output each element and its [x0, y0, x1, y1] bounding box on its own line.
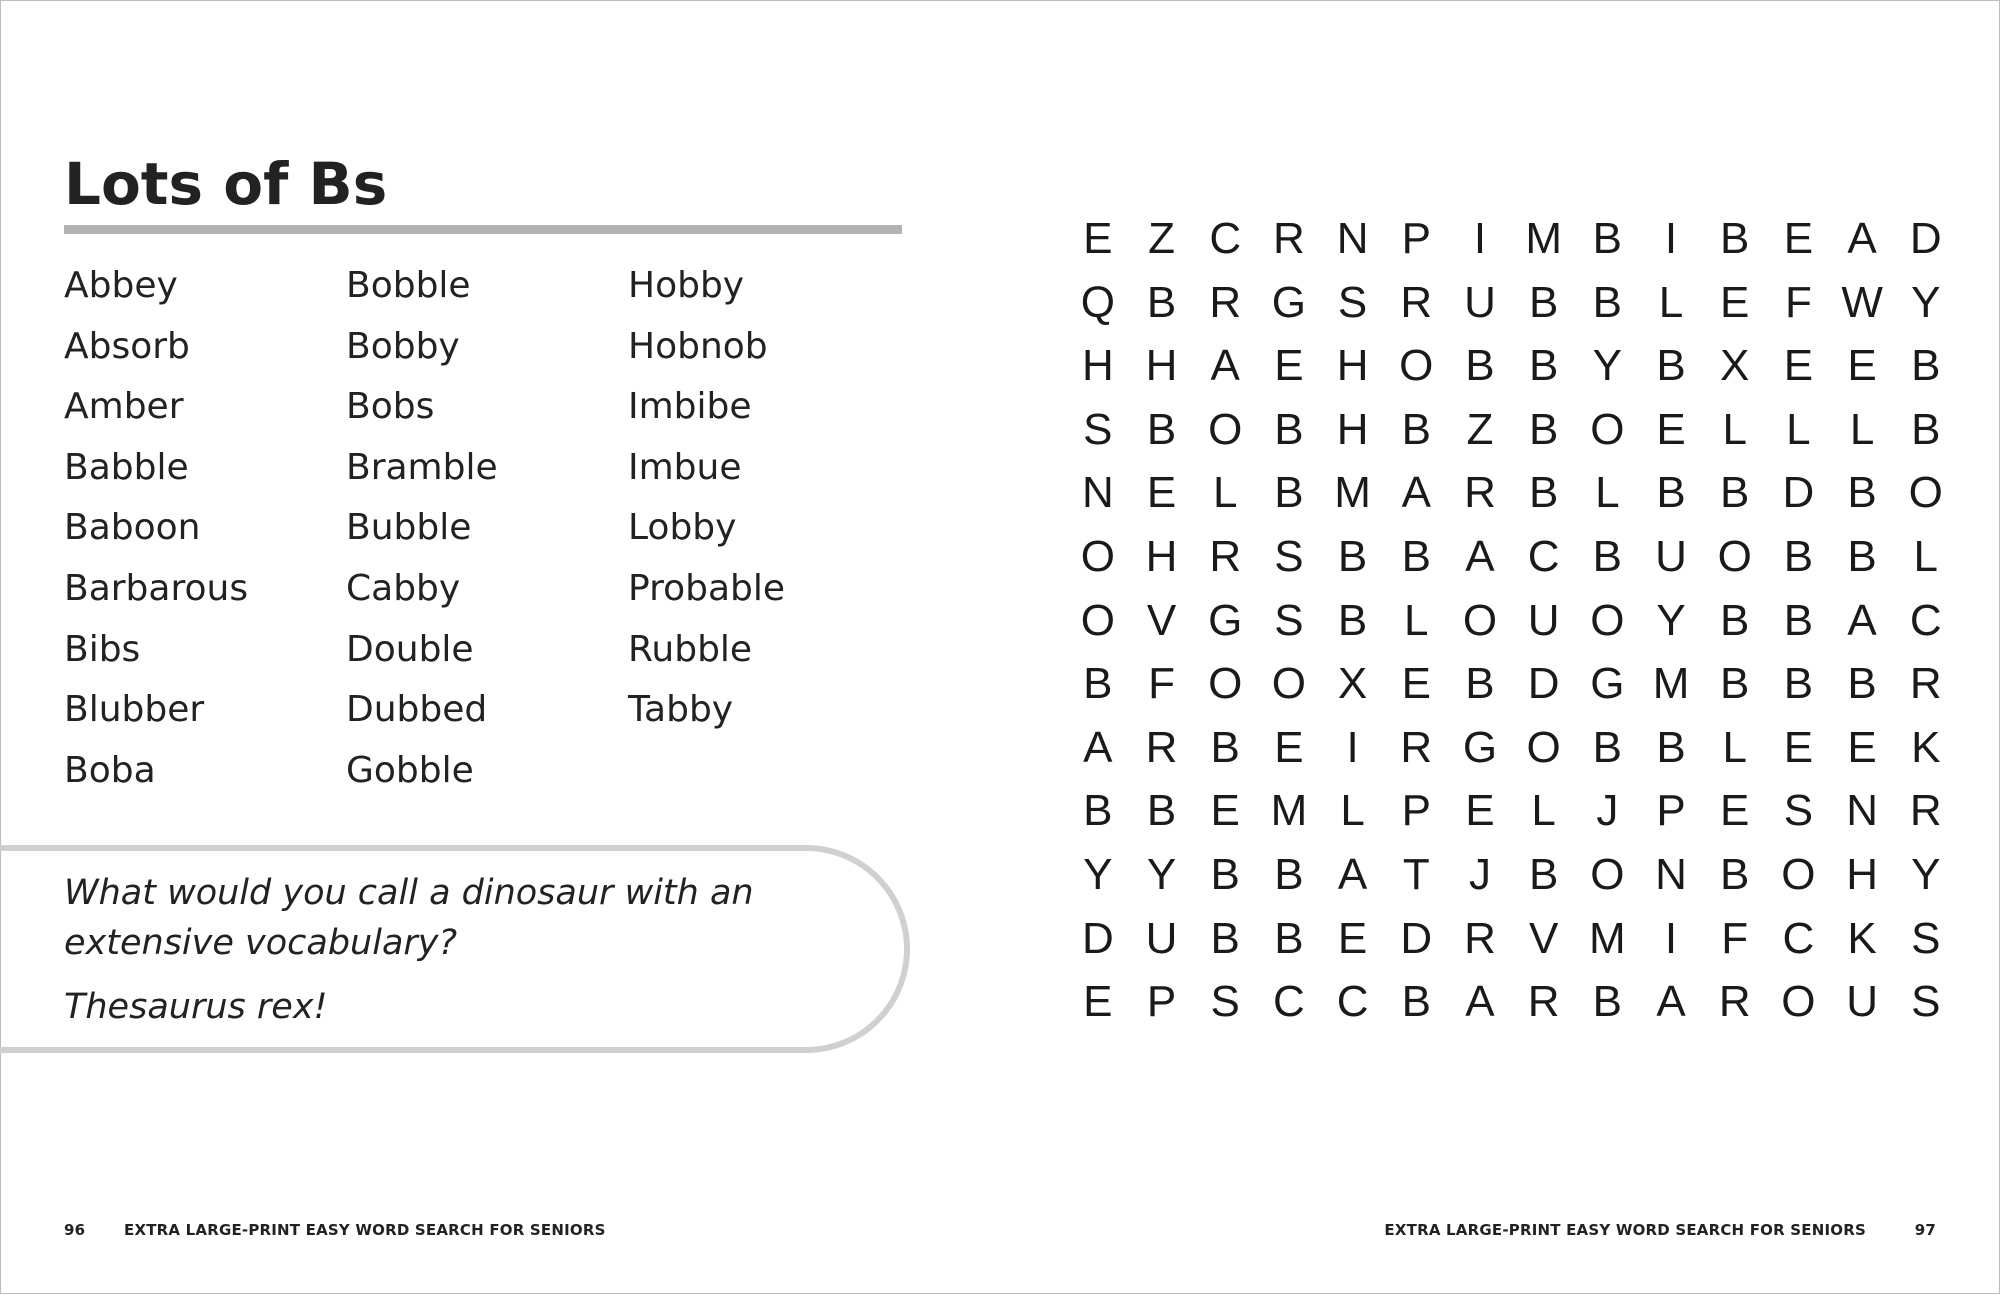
grid-letter[interactable]: R [1145, 722, 1178, 772]
grid-letter[interactable]: B [1720, 849, 1750, 899]
word-list-item: Bibs [64, 628, 141, 670]
grid-letter[interactable]: O [1717, 531, 1752, 581]
word-list-item: Gobble [346, 749, 474, 791]
grid-letter[interactable]: R [1718, 977, 1751, 1027]
grid-letter[interactable]: P [1656, 786, 1686, 836]
grid-letter[interactable]: N [1655, 849, 1687, 899]
grid-letter[interactable]: O [1590, 404, 1625, 454]
grid-letter[interactable]: B [1337, 531, 1368, 581]
grid-letter[interactable]: N [1846, 786, 1878, 836]
grid-letter[interactable]: E [1783, 722, 1814, 772]
grid-letter[interactable]: W [1841, 277, 1883, 327]
grid-letter[interactable]: O [1080, 531, 1115, 581]
word-list-item: Tabby [628, 689, 734, 731]
left-page-number: 96 [64, 1221, 86, 1239]
grid-letter[interactable]: K [1847, 913, 1877, 963]
grid-letter[interactable]: N [1081, 468, 1114, 518]
grid-letter[interactable]: B [1847, 659, 1877, 709]
grid-letter[interactable]: H [1846, 849, 1878, 899]
grid-letter[interactable]: R [1273, 214, 1305, 263]
grid-letter[interactable]: E [1847, 341, 1877, 391]
grid-letter[interactable]: D [1527, 659, 1560, 709]
grid-letter[interactable]: A [1465, 531, 1495, 581]
grid-letter[interactable]: B [1146, 404, 1177, 454]
grid-letter[interactable]: D [1081, 913, 1114, 963]
grid-letter[interactable]: O [1908, 468, 1943, 518]
grid-letter[interactable]: A [1847, 595, 1877, 645]
word-list-item: Dubbed [346, 689, 488, 731]
grid-letter[interactable]: R [1909, 659, 1942, 709]
grid-letter[interactable]: I [1346, 722, 1359, 772]
word-list-item: Probable [628, 567, 786, 609]
grid-letter[interactable]: C [1909, 595, 1942, 645]
grid-letter[interactable]: B [1847, 468, 1877, 518]
grid-letter[interactable]: G [1208, 595, 1243, 645]
word-column [64, 258, 346, 803]
grid-letter[interactable]: N [1336, 214, 1369, 263]
grid-letter[interactable]: S [1783, 786, 1814, 836]
grid-letter[interactable]: C [1209, 214, 1242, 263]
grid-letter[interactable]: A [1337, 849, 1368, 899]
grid-letter[interactable]: O [1590, 595, 1625, 645]
grid-letter[interactable]: H [1081, 341, 1114, 391]
word-list-item: Imbibe [628, 386, 752, 428]
word-list-item: Bobby [346, 325, 460, 367]
grid-row [1066, 848, 1958, 912]
grid-letter[interactable]: B [1401, 531, 1431, 581]
grid-letter[interactable]: E [1783, 341, 1814, 391]
grid-letter[interactable]: O [1781, 849, 1816, 899]
grid-letter[interactable]: B [1592, 531, 1623, 581]
grid-letter[interactable]: B [1911, 341, 1941, 391]
grid-letter[interactable]: L [1913, 531, 1939, 581]
grid-letter[interactable]: B [1274, 468, 1304, 518]
grid-letter[interactable]: O [1462, 595, 1498, 645]
grid-letter[interactable]: B [1720, 595, 1750, 645]
word-list-item: Cabby [346, 567, 461, 609]
grid-letter[interactable]: A [1465, 977, 1495, 1027]
grid-letter[interactable]: F [1784, 277, 1812, 327]
grid-letter[interactable]: D [1782, 468, 1815, 518]
grid-letter[interactable]: B [1146, 277, 1177, 327]
grid-letter[interactable]: O [1208, 404, 1243, 454]
word-list-item: Double [346, 628, 474, 670]
grid-letter[interactable]: H [1145, 531, 1178, 581]
grid-letter[interactable]: M [1334, 468, 1371, 518]
grid-row [1066, 721, 1958, 785]
puzzle-title: Lots of Bs [64, 150, 388, 218]
grid-letter[interactable]: E [1146, 468, 1177, 518]
grid-letter[interactable]: Y [1146, 849, 1177, 899]
grid-letter[interactable]: U [1527, 595, 1560, 645]
grid-letter[interactable]: B [1337, 595, 1368, 645]
grid-row [1066, 912, 1958, 976]
grid-letter[interactable]: S [1274, 531, 1304, 581]
grid-letter[interactable]: B [1592, 277, 1623, 327]
grid-letter[interactable]: B [1720, 468, 1750, 518]
grid-letter[interactable]: M [1652, 659, 1690, 709]
word-list-item: Bobs [346, 386, 435, 428]
word-list-item: Baboon [64, 507, 201, 549]
grid-letter[interactable]: Z [1466, 404, 1494, 454]
grid-letter[interactable]: U [1145, 913, 1178, 963]
grid-letter[interactable]: R [1464, 468, 1496, 518]
grid-row [1066, 784, 1958, 848]
grid-letter[interactable]: S [1083, 404, 1113, 454]
joke-question: What would you call a dinosaur with an extensive vocabulary? [64, 873, 754, 963]
grid-letter[interactable]: E [1337, 913, 1368, 963]
grid-letter[interactable]: M [1270, 786, 1308, 836]
grid-letter[interactable]: B [1210, 849, 1240, 899]
grid-letter[interactable]: S [1337, 277, 1368, 327]
grid-letter[interactable]: B [1083, 659, 1113, 709]
grid-letter[interactable]: U [1846, 977, 1878, 1027]
letter-grid [1066, 212, 1958, 1039]
grid-letter[interactable]: O [1590, 849, 1625, 899]
word-list-item: Barbarous [64, 567, 249, 609]
grid-letter[interactable]: E [1465, 786, 1495, 836]
grid-letter[interactable]: X [1337, 659, 1368, 709]
grid-letter[interactable]: B [1783, 595, 1814, 645]
grid-letter[interactable]: B [1274, 913, 1304, 963]
grid-letter[interactable]: L [1531, 786, 1556, 836]
grid-letter[interactable]: R [1209, 531, 1242, 581]
grid-letter[interactable]: E [1210, 786, 1240, 836]
grid-letter[interactable]: R [1400, 277, 1433, 327]
word-list-item: Boba [64, 749, 156, 791]
grid-letter[interactable]: X [1720, 341, 1750, 391]
grid-letter[interactable]: C [1273, 977, 1305, 1027]
grid-letter[interactable]: B [1528, 468, 1559, 518]
grid-letter[interactable]: B [1592, 977, 1623, 1027]
grid-letter[interactable]: B [1465, 659, 1495, 709]
grid-letter[interactable]: E [1720, 786, 1750, 836]
grid-letter[interactable]: C [1527, 531, 1560, 581]
grid-letter[interactable]: C [1782, 913, 1815, 963]
grid-row [1066, 403, 1958, 467]
word-list-item: Absorb [64, 325, 190, 367]
grid-letter[interactable]: F [1148, 659, 1175, 709]
grid-letter[interactable]: B [1401, 404, 1431, 454]
grid-letter[interactable]: B [1592, 722, 1623, 772]
grid-letter[interactable]: E [1783, 214, 1814, 263]
grid-letter[interactable]: I [1664, 214, 1678, 263]
grid-letter[interactable]: E [1274, 341, 1304, 391]
grid-letter[interactable]: C [1336, 977, 1369, 1027]
grid-letter[interactable]: A [1210, 341, 1240, 391]
grid-letter[interactable]: B [1847, 531, 1877, 581]
grid-letter[interactable]: H [1145, 341, 1178, 391]
grid-letter[interactable]: S [1274, 595, 1304, 645]
grid-letter[interactable]: G [1462, 722, 1498, 772]
grid-letter[interactable]: L [1786, 404, 1811, 454]
left-footer-title: EXTRA LARGE-PRINT EASY WORD SEARCH FOR SENIORS [124, 1221, 606, 1239]
word-column [346, 258, 628, 803]
grid-letter[interactable]: L [1340, 786, 1365, 836]
grid-letter[interactable]: P [1401, 786, 1431, 836]
grid-letter[interactable]: V [1146, 595, 1177, 645]
grid-letter[interactable]: S [1911, 977, 1941, 1027]
grid-letter[interactable]: O [1526, 722, 1561, 772]
grid-letter[interactable]: M [1525, 214, 1562, 263]
word-list-item: Imbue [628, 446, 742, 488]
word-list-item: Bramble [346, 446, 498, 488]
grid-row [1066, 657, 1958, 721]
grid-letter[interactable]: A [1083, 722, 1113, 772]
grid-letter[interactable]: E [1401, 659, 1431, 709]
word-list-item: Bobble [346, 265, 471, 306]
grid-letter[interactable]: D [1400, 913, 1433, 963]
grid-letter[interactable]: L [1404, 595, 1429, 645]
grid-letter[interactable]: L [1658, 277, 1684, 327]
grid-letter[interactable]: F [1721, 913, 1749, 963]
grid-row [1066, 466, 1958, 530]
grid-letter[interactable]: L [1212, 468, 1238, 518]
grid-letter[interactable]: M [1589, 913, 1626, 963]
grid-letter[interactable]: J [1468, 849, 1491, 899]
grid-letter[interactable]: R [1400, 722, 1433, 772]
grid-letter[interactable]: B [1274, 849, 1304, 899]
grid-letter[interactable]: O [1271, 659, 1307, 709]
grid-letter[interactable]: E [1083, 214, 1113, 263]
grid-letter[interactable]: B [1465, 341, 1495, 391]
grid-letter[interactable]: E [1274, 722, 1304, 772]
grid-letter[interactable]: R [1527, 977, 1560, 1027]
grid-letter[interactable]: B [1528, 277, 1559, 327]
grid-row [1066, 212, 1958, 276]
grid-letter[interactable]: B [1656, 722, 1686, 772]
grid-letter[interactable]: L [1722, 404, 1747, 454]
grid-letter[interactable]: O [1399, 341, 1434, 391]
word-column [628, 258, 910, 803]
grid-letter[interactable]: E [1656, 404, 1686, 454]
grid-letter[interactable]: B [1783, 659, 1814, 709]
grid-letter[interactable]: B [1210, 722, 1240, 772]
grid-letter[interactable]: B [1720, 659, 1750, 709]
grid-letter[interactable]: O [1208, 659, 1243, 709]
grid-letter[interactable]: E [1083, 977, 1113, 1027]
word-list-item: Rubble [628, 628, 753, 670]
grid-row [1066, 276, 1958, 340]
grid-letter[interactable]: K [1911, 722, 1941, 772]
grid-letter[interactable]: T [1402, 849, 1430, 899]
grid-letter[interactable]: H [1336, 404, 1369, 454]
grid-letter[interactable]: R [1909, 786, 1942, 836]
grid-row [1066, 530, 1958, 594]
right-page-number: 97 [1914, 1221, 1936, 1239]
grid-letter[interactable]: B [1911, 404, 1941, 454]
word-list-item: Abbey [64, 265, 178, 306]
grid-letter[interactable]: B [1528, 341, 1559, 391]
grid-letter[interactable]: L [1722, 722, 1747, 772]
grid-letter[interactable]: H [1336, 341, 1369, 391]
title-underline [64, 225, 902, 234]
grid-letter[interactable]: B [1083, 786, 1113, 836]
grid-letter[interactable]: S [1911, 913, 1941, 963]
grid-letter[interactable]: B [1146, 786, 1177, 836]
grid-letter[interactable]: B [1528, 404, 1559, 454]
grid-letter[interactable]: Q [1080, 277, 1115, 327]
grid-letter[interactable]: Y [1083, 849, 1113, 899]
grid-letter[interactable]: E [1847, 722, 1877, 772]
grid-letter[interactable]: R [1464, 913, 1496, 963]
grid-letter[interactable]: S [1210, 977, 1240, 1027]
grid-letter[interactable]: D [1909, 214, 1942, 263]
grid-letter[interactable]: B [1274, 404, 1304, 454]
grid-letter[interactable]: Z [1148, 214, 1175, 263]
grid-letter[interactable]: B [1720, 214, 1750, 263]
grid-letter[interactable]: U [1464, 277, 1496, 327]
right-footer-title: EXTRA LARGE-PRINT EASY WORD SEARCH FOR SENIORS [1384, 1221, 1866, 1239]
grid-letter[interactable]: V [1528, 913, 1559, 963]
grid-letter[interactable]: L [1595, 468, 1620, 518]
grid-letter[interactable]: U [1655, 531, 1687, 581]
word-list-item: Babble [64, 446, 189, 488]
grid-letter[interactable]: B [1528, 849, 1559, 899]
word-list-item: Lobby [628, 507, 737, 549]
joke-answer: Thesaurus rex! [64, 987, 328, 1027]
grid-letter[interactable]: B [1783, 531, 1814, 581]
grid-letter[interactable]: A [1847, 214, 1877, 263]
grid-row [1066, 594, 1958, 658]
grid-letter[interactable]: B [1592, 214, 1623, 263]
grid-letter[interactable]: P [1146, 977, 1177, 1027]
grid-letter[interactable]: B [1656, 468, 1686, 518]
grid-letter[interactable]: B [1210, 913, 1240, 963]
grid-letter[interactable]: J [1596, 786, 1619, 836]
grid-letter[interactable]: Y [1656, 595, 1686, 645]
grid-letter[interactable]: A [1401, 468, 1431, 518]
grid-letter[interactable]: A [1656, 977, 1686, 1027]
grid-letter[interactable]: I [1664, 913, 1678, 963]
grid-letter[interactable]: O [1781, 977, 1816, 1027]
grid-letter[interactable]: L [1849, 404, 1875, 454]
word-list-item: Bubble [346, 507, 472, 549]
grid-letter[interactable]: G [1590, 659, 1625, 709]
grid-letter[interactable]: O [1080, 595, 1115, 645]
word-list-item: Hobby [628, 265, 745, 306]
grid-letter[interactable]: B [1401, 977, 1431, 1027]
grid-letter[interactable]: Y [1911, 849, 1941, 899]
grid-letter[interactable]: P [1401, 214, 1431, 263]
grid-letter[interactable]: Y [1911, 277, 1941, 327]
word-list-item: Blubber [64, 689, 205, 731]
grid-letter[interactable]: B [1656, 341, 1686, 391]
grid-letter[interactable]: I [1473, 214, 1487, 263]
grid-letter[interactable]: Y [1592, 341, 1623, 391]
grid-row [1066, 975, 1958, 1039]
grid-letter[interactable]: R [1209, 277, 1242, 327]
word-list-item: Amber [64, 386, 184, 428]
word-list [64, 258, 910, 803]
word-list-item: Hobnob [628, 325, 768, 367]
grid-letter[interactable]: G [1271, 277, 1307, 327]
grid-row [1066, 339, 1958, 403]
grid-letter[interactable]: E [1720, 277, 1750, 327]
